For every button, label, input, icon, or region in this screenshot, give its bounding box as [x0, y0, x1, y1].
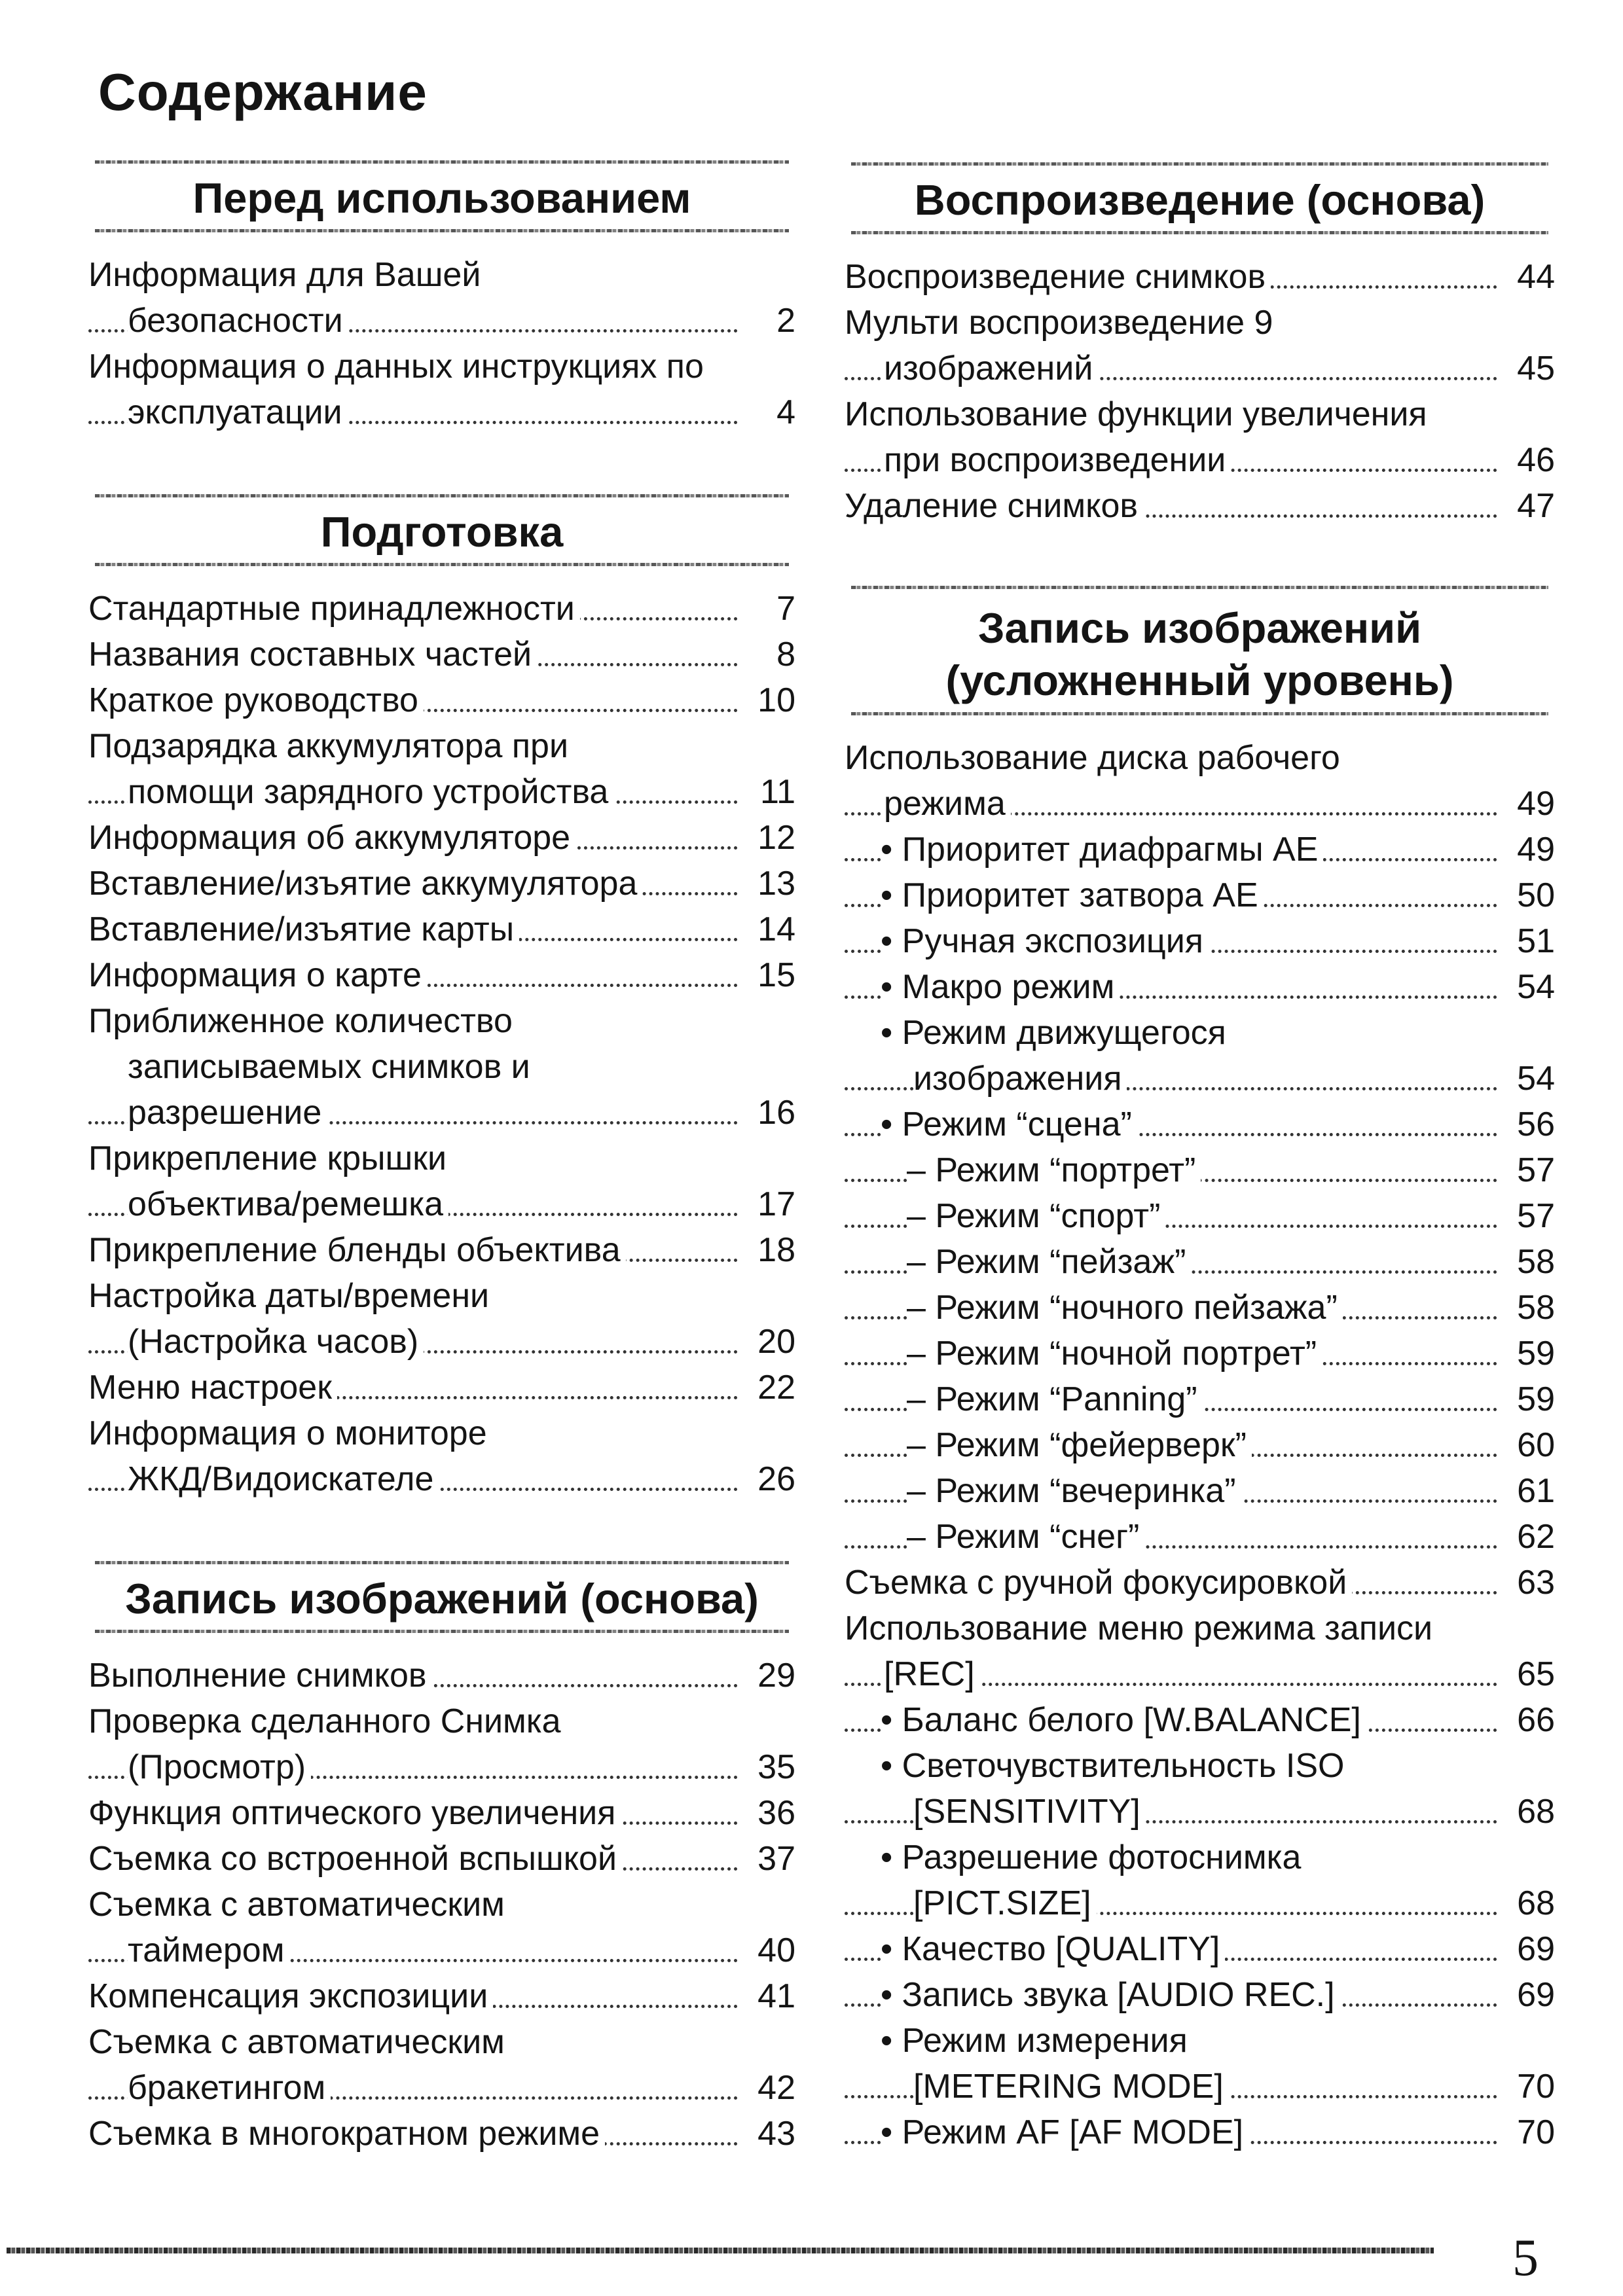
toc-entry[interactable]: [845, 1331, 1555, 1376]
entry-text: • Режим “сцена”: [881, 1105, 1137, 1143]
entry-text: Стандартные принадлежности: [88, 590, 580, 628]
toc-entry[interactable]: [88, 1744, 795, 1790]
toc-entry[interactable]: [845, 1743, 1555, 1789]
entry-text: [SENSITIVITY]: [913, 1793, 1146, 1831]
entry-text: Съемка в многократном режиме: [88, 2115, 605, 2153]
toc-entry[interactable]: [88, 1044, 795, 1090]
section-recording-advanced: [845, 586, 1555, 2155]
section-title: Запись изображений (основа): [125, 1575, 759, 1623]
entry-text: Воспроизведение снимков: [845, 258, 1271, 296]
section-preparation: [88, 494, 795, 1502]
toc-entry[interactable]: [845, 1514, 1555, 1560]
entry-text: эксплуатации: [128, 393, 348, 431]
entry-text: бракетингом: [128, 2069, 331, 2107]
toc-entry[interactable]: [88, 1227, 795, 1273]
page-ref: 45: [1500, 346, 1555, 391]
page-ref: 59: [1500, 1376, 1555, 1422]
entry-text: таймером: [128, 1931, 289, 1969]
entry-text: – Режим “пейзаж”: [907, 1243, 1191, 1281]
page-ref: 26: [740, 1456, 795, 1502]
toc-entry[interactable]: [845, 964, 1555, 1010]
toc-entry[interactable]: [88, 861, 795, 906]
entry-text: Мульти воспроизведение 9: [845, 304, 1275, 342]
toc-entry[interactable]: [845, 1880, 1555, 1926]
entry-text: – Режим “фейерверк”: [907, 1426, 1252, 1464]
toc-entry[interactable]: [845, 1560, 1555, 1605]
page-ref: 51: [1500, 918, 1555, 964]
section-playback-basic: [845, 162, 1555, 529]
entry-text: • Приоритет диафрагмы AE: [881, 831, 1323, 869]
page-ref: 40: [740, 1928, 795, 1973]
entry-text: помощи зарядного устройства: [128, 773, 613, 811]
toc-entry[interactable]: [88, 906, 795, 952]
entry-text: Компенсация экспозиции: [88, 1977, 493, 2015]
page-ref: 7: [740, 586, 795, 632]
entry-text: • Ручная экспозиция: [881, 922, 1209, 960]
entry-text: • Режим измерения: [881, 2022, 1190, 2060]
entry-text: Съемка с ручной фокусировкой: [845, 1564, 1352, 1602]
section-before-use: [88, 160, 795, 435]
entry-text: Информация о мониторе: [88, 1414, 490, 1452]
entry-text: Съемка с автоматическим: [88, 2023, 507, 2061]
page-number: 5: [1512, 2229, 1539, 2287]
toc-entry[interactable]: [845, 1102, 1555, 1147]
toc-entry[interactable]: [845, 918, 1555, 964]
toc-entry[interactable]: [88, 1181, 795, 1227]
entry-text: режима: [884, 785, 1011, 823]
toc-entry[interactable]: [88, 1365, 795, 1410]
page-ref: 60: [1500, 1422, 1555, 1468]
section-title: Воспроизведение (основа): [914, 176, 1486, 224]
entry-text: • Светочувствительность ISO: [881, 1747, 1347, 1785]
page-ref: 10: [740, 677, 795, 723]
page-ref: 8: [740, 632, 795, 677]
entry-text: – Режим “Panning”: [907, 1380, 1203, 1418]
entry-text: изображения: [913, 1060, 1127, 1098]
entry-text: Вставление/изъятие аккумулятора: [88, 865, 642, 903]
entry-text: Информация о карте: [88, 956, 427, 994]
page-ref: 41: [740, 1973, 795, 2019]
page-ref: 15: [740, 952, 795, 998]
page-ref: 16: [740, 1090, 795, 1136]
toc-entry[interactable]: [845, 872, 1555, 918]
toc-entry[interactable]: [88, 1319, 795, 1365]
divider: [851, 231, 1548, 234]
entry-text: при воспроизведении: [884, 441, 1231, 479]
page-ref: 57: [1500, 1193, 1555, 1239]
toc-entry[interactable]: [845, 1835, 1555, 1880]
page-ref: 42: [740, 2065, 795, 2111]
entry-text: Приближенное количество: [88, 1002, 515, 1040]
entry-text: • Макро режим: [881, 968, 1120, 1006]
toc-entry[interactable]: [845, 1697, 1555, 1743]
page-ref: 69: [1500, 1972, 1555, 2018]
page-ref: 62: [1500, 1514, 1555, 1560]
toc-entry[interactable]: [845, 2064, 1555, 2109]
toc-entry[interactable]: [88, 2019, 795, 2065]
entry-text: Прикрепление бленды объектива: [88, 1231, 626, 1269]
toc-entry[interactable]: [88, 1836, 795, 1882]
divider: [95, 229, 789, 232]
toc-list: [88, 252, 795, 435]
toc-entry[interactable]: [88, 632, 795, 677]
toc-entry[interactable]: [845, 300, 1555, 346]
toc-entry[interactable]: [845, 1239, 1555, 1285]
page-ref: 49: [1500, 827, 1555, 872]
page-ref: 22: [740, 1365, 795, 1410]
page-ref: 35: [740, 1744, 795, 1790]
toc-entry[interactable]: [88, 952, 795, 998]
toc-entry[interactable]: [88, 1410, 795, 1456]
entry-text: – Режим “вечеринка”: [907, 1472, 1241, 1510]
toc-entry[interactable]: [845, 1376, 1555, 1422]
page-title: Содержание: [98, 63, 428, 121]
entry-text: Меню настроек: [88, 1369, 337, 1407]
section-title: Перед использованием: [192, 174, 691, 222]
entry-text: Использование диска рабочего: [845, 739, 1343, 777]
section-header: [88, 494, 795, 566]
entry-text: записываемых снимков и: [128, 1048, 533, 1086]
entry-text: Вставление/изъятие карты: [88, 910, 519, 948]
page-ref: 36: [740, 1790, 795, 1836]
divider: [95, 160, 789, 164]
entry-text: Краткое руководство: [88, 681, 424, 719]
entry-text: Съемка с автоматическим: [88, 1886, 507, 1924]
toc-list: [845, 254, 1555, 529]
toc-entry[interactable]: [845, 827, 1555, 872]
entry-text: Функция оптического увеличения: [88, 1794, 621, 1832]
entry-text: Информация для Вашей: [88, 256, 483, 294]
entry-text: – Режим “снег”: [907, 1518, 1144, 1556]
toc-entry[interactable]: [845, 1651, 1555, 1697]
entry-text: Проверка сделанного Снимка: [88, 1702, 564, 1740]
toc-entry[interactable]: [88, 2065, 795, 2111]
page-ref: 61: [1500, 1468, 1555, 1514]
toc-entry[interactable]: [845, 437, 1555, 483]
toc-entry[interactable]: [845, 735, 1555, 781]
section-title: Подготовка: [320, 508, 564, 556]
page-ref: 13: [740, 861, 795, 906]
page-ref: 50: [1500, 872, 1555, 918]
toc-entry[interactable]: [845, 1422, 1555, 1468]
page-ref: 47: [1500, 483, 1555, 529]
toc-entry[interactable]: [845, 483, 1555, 529]
toc-entry[interactable]: [845, 1926, 1555, 1972]
entry-text: • Режим AF [AF MODE]: [881, 2113, 1249, 2151]
entry-text: – Режим “ночной портрет”: [907, 1335, 1322, 1372]
page-ref: 44: [1500, 254, 1555, 300]
toc-entry[interactable]: [88, 1928, 795, 1973]
page-ref: 2: [740, 298, 795, 344]
toc-entry[interactable]: [88, 1456, 795, 1502]
toc-entry[interactable]: [845, 1056, 1555, 1102]
toc-entry[interactable]: [88, 1273, 795, 1319]
section-recording-basic: [88, 1561, 795, 2157]
entry-text: [REC]: [884, 1655, 980, 1693]
toc-entry[interactable]: [88, 389, 795, 435]
page-ref: 29: [740, 1653, 795, 1698]
toc-list: [88, 586, 795, 1502]
page-ref: 68: [1500, 1880, 1555, 1926]
section-header: [88, 1561, 795, 1633]
page-ref: 43: [740, 2111, 795, 2157]
entry-text: (Просмотр): [128, 1748, 311, 1786]
toc-entry[interactable]: [845, 781, 1555, 827]
toc-entry[interactable]: [88, 344, 795, 389]
entry-text: Прикрепление крышки: [88, 1139, 449, 1177]
toc-entry[interactable]: [845, 254, 1555, 300]
toc-list: [88, 1653, 795, 2157]
toc-entry[interactable]: [88, 815, 795, 861]
entry-text: Удаление снимков: [845, 487, 1143, 525]
page-ref: 59: [1500, 1331, 1555, 1376]
toc-entry[interactable]: [845, 1605, 1555, 1651]
entry-text: Настройка даты/времени: [88, 1277, 492, 1315]
section-header: [88, 160, 795, 232]
entry-text: разрешение: [128, 1094, 327, 1132]
toc-entry[interactable]: [845, 1193, 1555, 1239]
toc-entry[interactable]: [88, 723, 795, 769]
page-ref: 17: [740, 1181, 795, 1227]
page-ref: 54: [1500, 1056, 1555, 1102]
divider: [851, 162, 1548, 166]
page-ref: 11: [740, 769, 795, 815]
page-ref: 66: [1500, 1697, 1555, 1743]
toc-entry[interactable]: [88, 1790, 795, 1836]
section-title-line: (усложненный уровень): [945, 656, 1454, 704]
entry-text: Использование меню режима записи: [845, 1609, 1435, 1647]
toc-entry[interactable]: [88, 1973, 795, 2019]
toc-list: [845, 735, 1555, 2155]
toc-entry[interactable]: [845, 1789, 1555, 1835]
entry-text: Названия составных частей: [88, 636, 537, 673]
page-ref: 57: [1500, 1147, 1555, 1193]
section-title: [845, 589, 1555, 712]
divider: [95, 494, 789, 497]
divider: [95, 1561, 789, 1564]
divider: [95, 563, 789, 566]
page-ref: 20: [740, 1319, 795, 1365]
page-ref: 37: [740, 1836, 795, 1882]
section-header: [845, 162, 1555, 234]
toc-entry[interactable]: [845, 1972, 1555, 2018]
toc-entry[interactable]: [88, 586, 795, 632]
toc-entry[interactable]: [88, 677, 795, 723]
toc-entry[interactable]: [845, 391, 1555, 437]
divider: [851, 586, 1548, 589]
entry-text: • Режим движущегося: [881, 1014, 1229, 1052]
toc-entry[interactable]: [88, 769, 795, 815]
toc-entry[interactable]: [845, 1010, 1555, 1056]
entry-text: [PICT.SIZE]: [913, 1884, 1097, 1922]
page-ref: 69: [1500, 1926, 1555, 1972]
toc-entry[interactable]: [88, 298, 795, 344]
entry-text: Съемка со встроенной вспышкой: [88, 1840, 622, 1878]
page-ref: 46: [1500, 437, 1555, 483]
page-ref: 65: [1500, 1651, 1555, 1697]
entry-text: – Режим “ночного пейзажа”: [907, 1289, 1343, 1327]
toc-entry[interactable]: [88, 998, 795, 1044]
page-ref: 14: [740, 906, 795, 952]
page-ref: 12: [740, 815, 795, 861]
page-ref: 68: [1500, 1789, 1555, 1835]
toc-entry[interactable]: [88, 1882, 795, 1928]
divider: [95, 1630, 789, 1633]
page-ref: 54: [1500, 964, 1555, 1010]
entry-text: (Настройка часов): [128, 1323, 424, 1361]
entry-text: Информация о данных инструкциях по: [88, 348, 706, 386]
page-ref: 70: [1500, 2109, 1555, 2155]
page-ref: 56: [1500, 1102, 1555, 1147]
toc-entry[interactable]: [845, 346, 1555, 391]
page-ref: 49: [1500, 781, 1555, 827]
entry-text: Информация об аккумуляторе: [88, 819, 575, 857]
toc-entry[interactable]: [845, 1285, 1555, 1331]
page-ref: 4: [740, 389, 795, 435]
entry-text: Подзарядка аккумулятора при: [88, 727, 571, 765]
toc-entry[interactable]: [845, 1468, 1555, 1514]
toc-entry[interactable]: [845, 1147, 1555, 1193]
entry-text: безопасности: [128, 302, 348, 340]
toc-entry[interactable]: [845, 2018, 1555, 2064]
page-ref: 70: [1500, 2064, 1555, 2109]
entry-text: Использование функции увеличения: [845, 395, 1430, 433]
entry-text: [METERING MODE]: [913, 2068, 1229, 2106]
entry-text: • Приоритет затвора AE: [881, 876, 1264, 914]
toc-entry[interactable]: [88, 1090, 795, 1136]
toc-entry[interactable]: [88, 252, 795, 298]
entry-text: • Разрешение фотоснимка: [881, 1839, 1304, 1876]
entry-text: – Режим “спорт”: [907, 1197, 1165, 1235]
toc-entry[interactable]: [88, 1653, 795, 1698]
toc-entry[interactable]: [845, 2109, 1555, 2155]
entry-text: Выполнение снимков: [88, 1657, 432, 1695]
footer-divider: [7, 2248, 1434, 2253]
entry-text: – Режим “портрет”: [907, 1151, 1201, 1189]
page-ref: 18: [740, 1227, 795, 1273]
entry-text: • Качество [QUALITY]: [881, 1930, 1225, 1968]
divider: [851, 712, 1548, 715]
page-ref: 58: [1500, 1285, 1555, 1331]
toc-entry[interactable]: [88, 1136, 795, 1181]
entry-text: • Запись звука [AUDIO REC.]: [881, 1976, 1340, 2014]
entry-text: изображений: [884, 350, 1098, 387]
section-title-line: Запись изображений: [977, 604, 1422, 652]
entry-text: • Баланс белого [W.BALANCE]: [881, 1701, 1366, 1739]
toc-entry[interactable]: [88, 1698, 795, 1744]
entry-text: ЖКД/Видоискателе: [128, 1460, 439, 1498]
page-ref: 63: [1500, 1560, 1555, 1605]
toc-entry[interactable]: [88, 2111, 795, 2157]
page-ref: 58: [1500, 1239, 1555, 1285]
entry-text: объектива/ремешка: [128, 1185, 448, 1223]
section-header: [845, 586, 1555, 715]
